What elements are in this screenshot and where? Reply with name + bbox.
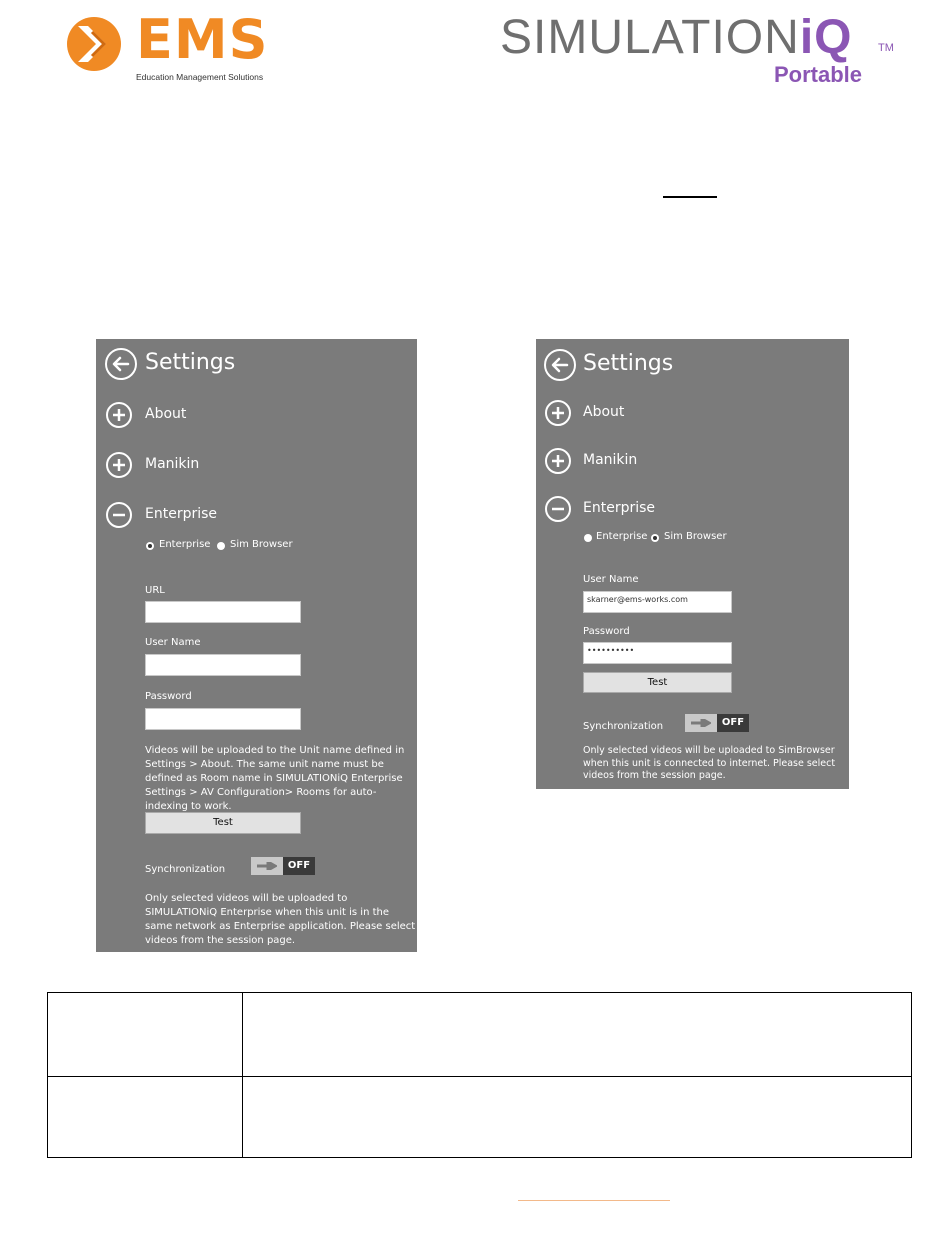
sim-logo-portable: Portable: [774, 62, 863, 87]
underline-mark: [663, 196, 717, 198]
section-enterprise[interactable]: Enterprise: [583, 500, 656, 516]
collapse-enterprise-icon[interactable]: [545, 496, 571, 522]
back-arrow-icon[interactable]: [105, 348, 137, 380]
radio-enterprise-label: Enterprise: [159, 539, 211, 550]
collapse-enterprise-icon[interactable]: [106, 502, 132, 528]
arrow-right-icon: [257, 862, 277, 870]
url-input[interactable]: [145, 601, 301, 623]
password-label: Password: [583, 626, 630, 637]
username-label: User Name: [145, 637, 201, 648]
settings-title: Settings: [145, 350, 236, 375]
table-row: [48, 1077, 911, 1158]
password-label: Password: [145, 691, 192, 702]
sim-logo-iq: iQ: [799, 11, 853, 64]
expand-manikin-icon[interactable]: [545, 448, 571, 474]
expand-about-icon[interactable]: [545, 400, 571, 426]
radio-sim-browser[interactable]: [217, 542, 225, 550]
sim-logo-tm: TM: [878, 42, 894, 54]
section-manikin[interactable]: Manikin: [583, 452, 638, 468]
document-table: [47, 992, 912, 1158]
sync-label: Synchronization: [583, 721, 664, 732]
test-button[interactable]: Test: [145, 812, 301, 834]
sync-toggle[interactable]: [685, 714, 749, 732]
toggle-knob: [251, 857, 283, 875]
settings-screenshot-sim-browser: [536, 339, 849, 789]
expand-about-icon[interactable]: [106, 402, 132, 428]
username-input[interactable]: [145, 654, 301, 676]
simulationiq-logo: [500, 10, 900, 90]
radio-enterprise-label: Enterprise: [596, 531, 648, 542]
footer-link-underline: [518, 1200, 670, 1201]
table-row: [48, 993, 911, 1076]
sync-state: OFF: [283, 857, 315, 875]
test-button[interactable]: Test: [583, 672, 732, 693]
sync-note: Only selected videos will be uploaded to SimBrowser when this unit is connected to internet. Please select videos from the session page.: [583, 745, 836, 781]
toggle-knob: [685, 714, 717, 732]
ems-logo: [66, 8, 276, 84]
sync-note: Only selected videos will be uploaded to SIMULATIONiQ Enterprise when this unit is in the same network as Enterprise application. Please select videos from the session page.: [145, 893, 416, 946]
ems-logo-subtitle: Education Management Solutions: [136, 72, 264, 82]
sim-logo-word: SIMULATION: [500, 11, 800, 64]
url-label: URL: [145, 585, 165, 596]
radio-enterprise[interactable]: [146, 542, 154, 550]
radio-enterprise[interactable]: [584, 534, 592, 542]
radio-sim-browser[interactable]: [651, 534, 659, 542]
password-input[interactable]: ••••••••••: [583, 642, 732, 664]
back-arrow-icon[interactable]: [544, 349, 576, 381]
sync-toggle[interactable]: [251, 857, 315, 875]
enterprise-info-note: Videos will be uploaded to the Unit name defined in Settings > About. The same unit name must be defined as Room name in SIMULATIONiQ Enterprise Settings > AV Configuration> Rooms for auto-indexing to work.: [145, 745, 405, 812]
sync-label: Synchronization: [145, 864, 226, 875]
ems-logo-text: EMS: [136, 8, 269, 71]
section-about[interactable]: About: [145, 406, 187, 422]
sim-logo-text: [500, 10, 852, 65]
settings-screenshot-enterprise: [96, 339, 417, 952]
section-enterprise[interactable]: Enterprise: [145, 506, 218, 522]
arrow-right-icon: [691, 719, 711, 727]
username-input[interactable]: skarner@ems-works.com: [583, 591, 732, 613]
password-input[interactable]: [145, 708, 301, 730]
section-manikin[interactable]: Manikin: [145, 456, 200, 472]
username-label: User Name: [583, 574, 639, 585]
expand-manikin-icon[interactable]: [106, 452, 132, 478]
ems-chevron-icon: [66, 16, 124, 72]
section-about[interactable]: About: [583, 404, 625, 420]
settings-title: Settings: [583, 351, 674, 376]
radio-sim-browser-label: Sim Browser: [230, 539, 293, 550]
radio-sim-browser-label: Sim Browser: [664, 531, 727, 542]
sync-state: OFF: [717, 714, 749, 732]
